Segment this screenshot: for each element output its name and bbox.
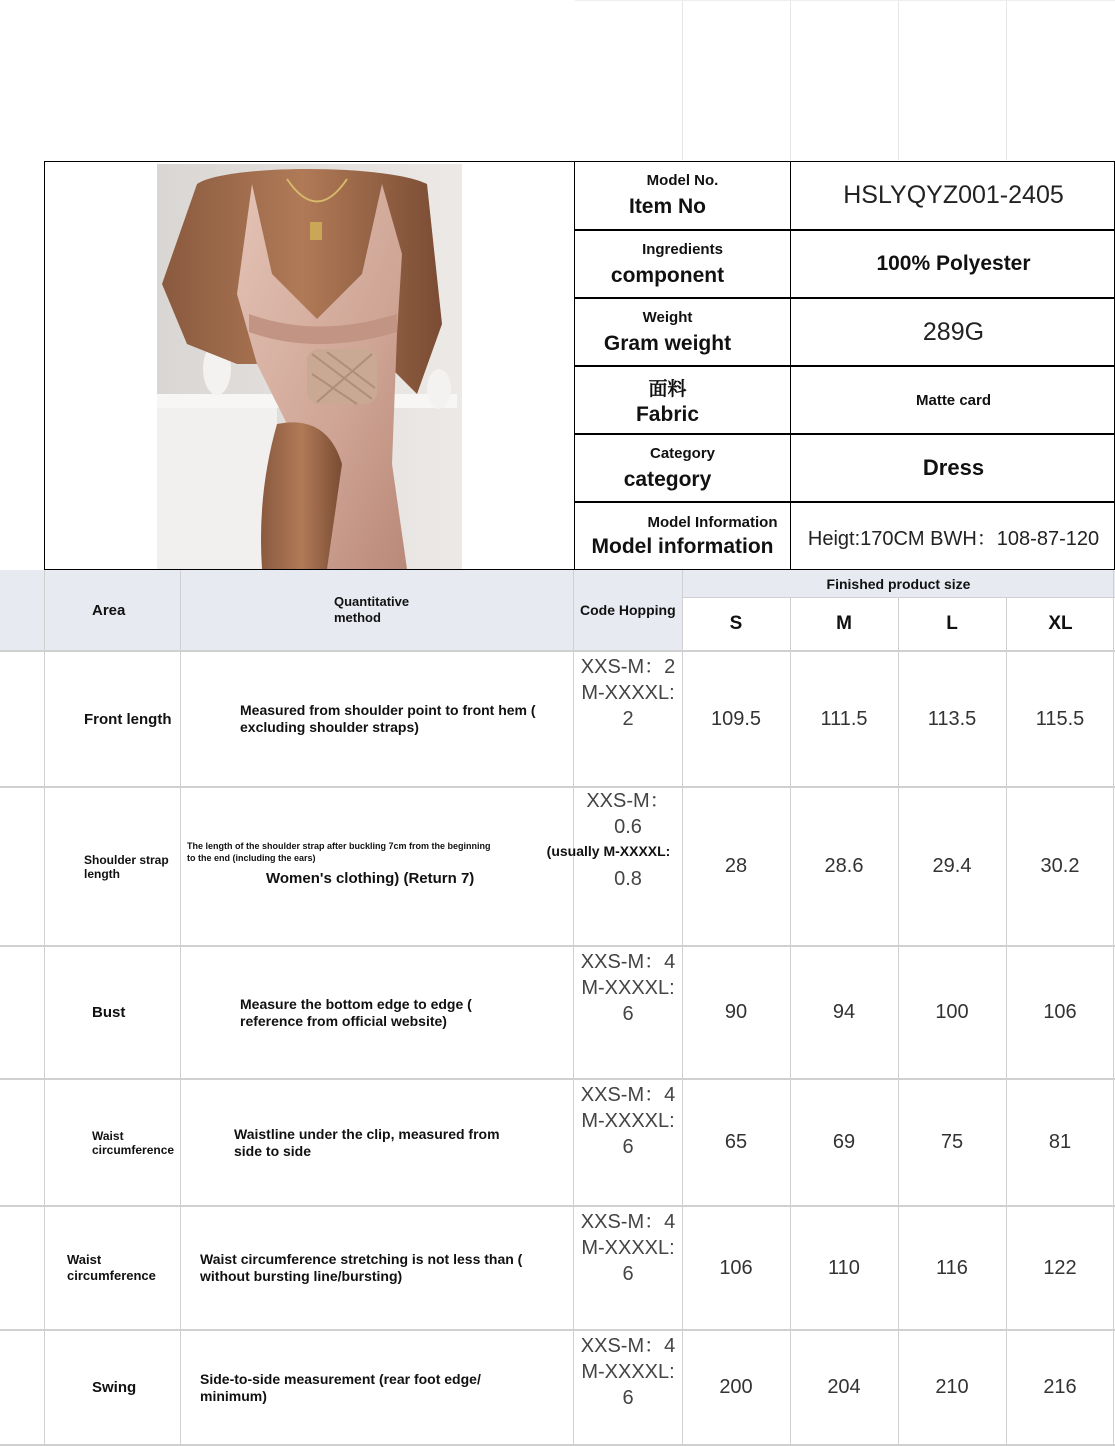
row-method: Measure the bottom edge to edge ( reference from official website): [240, 995, 472, 1029]
row-value-xl: 216: [1043, 1376, 1077, 1398]
row-code-hopping: [574, 947, 682, 1078]
row-value-m: 69: [832, 1131, 856, 1153]
spec-label-en: Model No.: [646, 172, 719, 189]
code-line: M-XXXXL:: [581, 1237, 675, 1259]
row-code-hopping: [574, 1080, 682, 1205]
product-photo: [157, 164, 462, 569]
dress-model-photo: [157, 164, 462, 569]
method-fine-print: The length of the shoulder strap after buckling 7cm from the beginning to the end (including the ears): [187, 841, 491, 863]
code-line: XXS-M：: [586, 790, 670, 812]
code-line: M-XXXXL:: [581, 1361, 675, 1383]
spec-label-model-info: [575, 503, 790, 569]
row-value-l: 113.5: [927, 707, 977, 730]
row-value-s: 200: [719, 1376, 753, 1398]
spec-label-main: Model information: [591, 534, 774, 558]
row-code-hopping: [574, 652, 682, 786]
spec-label-main: Gram weight: [603, 331, 732, 355]
row-value-s: 109.5: [710, 707, 762, 730]
spec-label-en: Ingredients: [642, 240, 723, 258]
spec-label-en: 面料: [648, 377, 687, 400]
code-line: 6: [622, 1263, 634, 1285]
row-value-xl: 30.2: [1040, 855, 1080, 877]
row-value-l: 116: [936, 1256, 968, 1279]
spec-label-category: [575, 435, 790, 501]
header-size-xl: XL: [1048, 612, 1073, 634]
spec-label-item-no: [575, 162, 790, 229]
row-value-m: 110: [828, 1256, 860, 1279]
header-code-hopping: Code Hopping: [580, 602, 676, 618]
row-value-s: 106: [719, 1256, 753, 1279]
row-area: Swing: [92, 1379, 137, 1396]
header-method: Quantitative method: [334, 594, 410, 625]
grid-line: [575, 0, 1115, 1]
spec-label-main: category: [623, 467, 712, 491]
spec-label-main: Item No: [628, 195, 706, 218]
row-code-hopping: [535, 788, 682, 945]
row-value-xl: 115.5: [1035, 707, 1085, 730]
code-line: XXS-M：4: [580, 1084, 676, 1106]
row-value-l: 210: [935, 1376, 969, 1398]
code-line: M-XXXXL:: [581, 682, 675, 704]
row-value-l: 75: [940, 1131, 964, 1153]
row-code-hopping: [574, 1331, 682, 1444]
code-line: 6: [622, 1136, 634, 1158]
row-value-m: 111.5: [820, 707, 868, 730]
grid-line: [790, 0, 791, 160]
row-method: Side-to-side measurement (rear foot edge/ minimum): [200, 1370, 481, 1404]
product-spec-block: [44, 161, 1115, 570]
spec-label-fabric: [575, 367, 790, 433]
code-line: 0.8: [614, 868, 642, 890]
row-area: Waist circumference: [92, 1128, 175, 1157]
row-method: Waist circumference stretching is not less than ( without bursting line/bursting): [200, 1251, 523, 1284]
code-line: XXS-M：2: [580, 656, 676, 678]
header-size-s: S: [729, 612, 743, 634]
row-value-xl: 81: [1048, 1131, 1072, 1153]
spec-value-component: 100% Polyester: [876, 252, 1031, 275]
spec-label-en: Model Information: [647, 513, 778, 531]
row-value-xl: 106: [1043, 1001, 1077, 1023]
code-line: 0.6: [614, 816, 642, 838]
spec-value-category: Dress: [922, 455, 985, 480]
spec-value-fabric: Matte card: [915, 391, 992, 409]
method-main: Women's clothing) (Return 7): [266, 870, 475, 887]
row-area: Shoulder strap length: [84, 852, 169, 881]
code-line: M-XXXXL:: [581, 1110, 675, 1132]
row-method: Measured from shoulder point to front hem ( excluding shoulder straps): [240, 702, 536, 735]
grid-line: [898, 0, 899, 160]
spec-value-item-no: HSLYQYZ001-2405: [843, 181, 1064, 209]
spec-label-component: [575, 231, 790, 297]
header-area: Area: [92, 601, 126, 619]
row-method: [187, 788, 537, 945]
row-area: Front length: [84, 710, 172, 728]
code-line: XXS-M：4: [580, 1211, 676, 1233]
spec-label-weight: [575, 299, 790, 365]
code-line: XXS-M：4: [580, 1335, 676, 1357]
row-value-xl: 122: [1043, 1256, 1077, 1279]
spec-value-model-info: Heigt:170CM BWH：108-87-120: [807, 527, 1100, 550]
code-line: 6: [622, 1003, 634, 1025]
spec-label-main: component: [610, 263, 725, 287]
size-table: [0, 570, 1115, 1446]
row-method: Waistline under the clip, measured from side to side: [234, 1125, 500, 1159]
row-value-s: 28: [724, 855, 748, 877]
code-line: 6: [622, 1387, 634, 1409]
row-value-l: 29.4: [932, 855, 972, 877]
spec-label-en: Weight: [642, 308, 693, 326]
row-area: Bust: [92, 1004, 126, 1021]
grid-line: [682, 0, 683, 160]
code-line: (usually M-XXXXL:: [546, 843, 671, 859]
header-size-m: M: [836, 612, 852, 634]
row-value-s: 65: [724, 1131, 748, 1153]
row-code-hopping: [574, 1207, 682, 1329]
grid-line: [1006, 0, 1007, 160]
code-line: M-XXXXL:: [581, 977, 675, 999]
spec-label-en: Category: [649, 444, 716, 462]
header-size-l: L: [946, 612, 958, 634]
row-value-l: 100: [935, 1001, 969, 1023]
row-value-s: 90: [724, 1001, 748, 1023]
row-area: Waist circumference: [67, 1252, 156, 1283]
row-value-m: 28.6: [824, 855, 864, 877]
code-line: XXS-M：4: [580, 951, 676, 973]
row-value-m: 94: [832, 1001, 856, 1023]
code-line: 2: [622, 708, 634, 730]
row-value-m: 204: [827, 1376, 861, 1398]
spec-label-main: Fabric: [635, 402, 700, 426]
header-finished-size: Finished product size: [826, 575, 971, 592]
spec-value-weight: 289G: [922, 317, 985, 346]
